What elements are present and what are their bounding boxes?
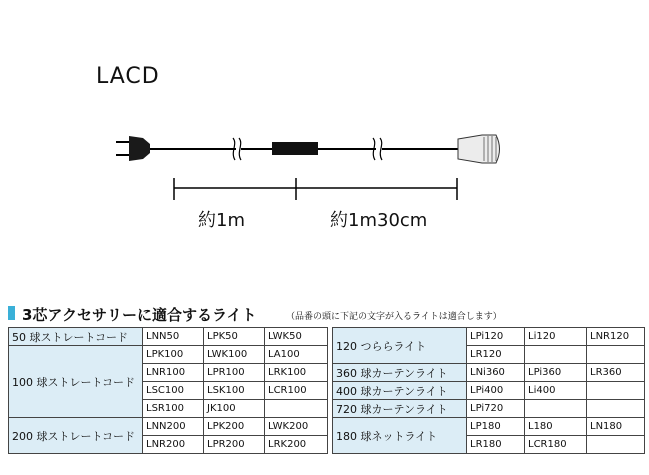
model-cell: LRK200 [265, 436, 328, 454]
category-cell: 120 つららライト [333, 328, 467, 364]
model-cell: LNR120 [587, 328, 645, 346]
model-cell: LCR100 [265, 382, 328, 400]
model-cell: LNi360 [467, 364, 525, 382]
category-cell: 100 球ストレートコード [9, 346, 143, 418]
model-cell: LNN50 [143, 328, 204, 346]
model-cell: LPi400 [467, 382, 525, 400]
section-header [8, 304, 648, 324]
plug-body [129, 136, 150, 161]
category-cell: 180 球ネットライト [333, 418, 467, 454]
compatible-lights-table-right [332, 327, 645, 454]
model-cell [587, 382, 645, 400]
table-row [333, 364, 645, 382]
model-cell: LRK100 [265, 364, 328, 382]
model-cell: LPi720 [467, 400, 525, 418]
model-cell [525, 346, 587, 364]
model-cell: LPi120 [467, 328, 525, 346]
model-cell: Li400 [525, 382, 587, 400]
dimension-label-2: 約1m30cm [330, 210, 428, 231]
model-cell: LWK50 [265, 328, 328, 346]
model-cell: LNR200 [143, 436, 204, 454]
model-cell: LR360 [587, 364, 645, 382]
model-cell: JK100 [204, 400, 265, 418]
model-cell: LNN200 [143, 418, 204, 436]
cord-break-1 [233, 138, 241, 160]
table-row [333, 418, 645, 436]
table-row [333, 400, 645, 418]
table-row [333, 328, 645, 346]
model-cell: Li120 [525, 328, 587, 346]
model-cell: LPK200 [204, 418, 265, 436]
model-cell: LNR100 [143, 364, 204, 382]
section-note: （品番の頭に下記の文字が入るライトは適合します） [286, 312, 502, 322]
category-cell: 200 球ストレートコード [9, 418, 143, 454]
model-cell [587, 436, 645, 454]
model-cell: LPK50 [204, 328, 265, 346]
model-cell: LR180 [467, 436, 525, 454]
product-title: LACD [96, 64, 160, 89]
table-row [9, 418, 328, 436]
connector-body [458, 135, 500, 163]
section-marker [8, 306, 15, 320]
model-cell: LPR100 [204, 364, 265, 382]
table-row [9, 328, 328, 346]
model-cell [525, 400, 587, 418]
model-cell: LSK100 [204, 382, 265, 400]
table-row [9, 346, 328, 364]
model-cell: LP180 [467, 418, 525, 436]
model-cell [587, 400, 645, 418]
model-cell: LPK100 [143, 346, 204, 364]
category-cell: 400 球カーテンライト [333, 382, 467, 400]
table-row [333, 382, 645, 400]
model-cell: LPR200 [204, 436, 265, 454]
dimension-label-1: 約1m [198, 210, 245, 231]
model-cell: LCR180 [525, 436, 587, 454]
model-cell [587, 346, 645, 364]
section-heading: 3芯アクセサリーに適合するライト [22, 306, 257, 324]
model-cell: LN180 [587, 418, 645, 436]
cord-break-2 [373, 138, 382, 160]
model-cell [265, 400, 328, 418]
controller-box [272, 142, 318, 155]
model-cell: LA100 [265, 346, 328, 364]
category-cell: 360 球カーテンライト [333, 364, 467, 382]
compatible-lights-table-left [8, 327, 328, 454]
model-cell: LSC100 [143, 382, 204, 400]
category-cell: 720 球カーテンライト [333, 400, 467, 418]
category-cell: 50 球ストレートコード [9, 328, 143, 346]
model-cell: L180 [525, 418, 587, 436]
model-cell: LWK100 [204, 346, 265, 364]
model-cell: LSR100 [143, 400, 204, 418]
model-cell: LWK200 [265, 418, 328, 436]
model-cell: LPi360 [525, 364, 587, 382]
model-cell: LR120 [467, 346, 525, 364]
